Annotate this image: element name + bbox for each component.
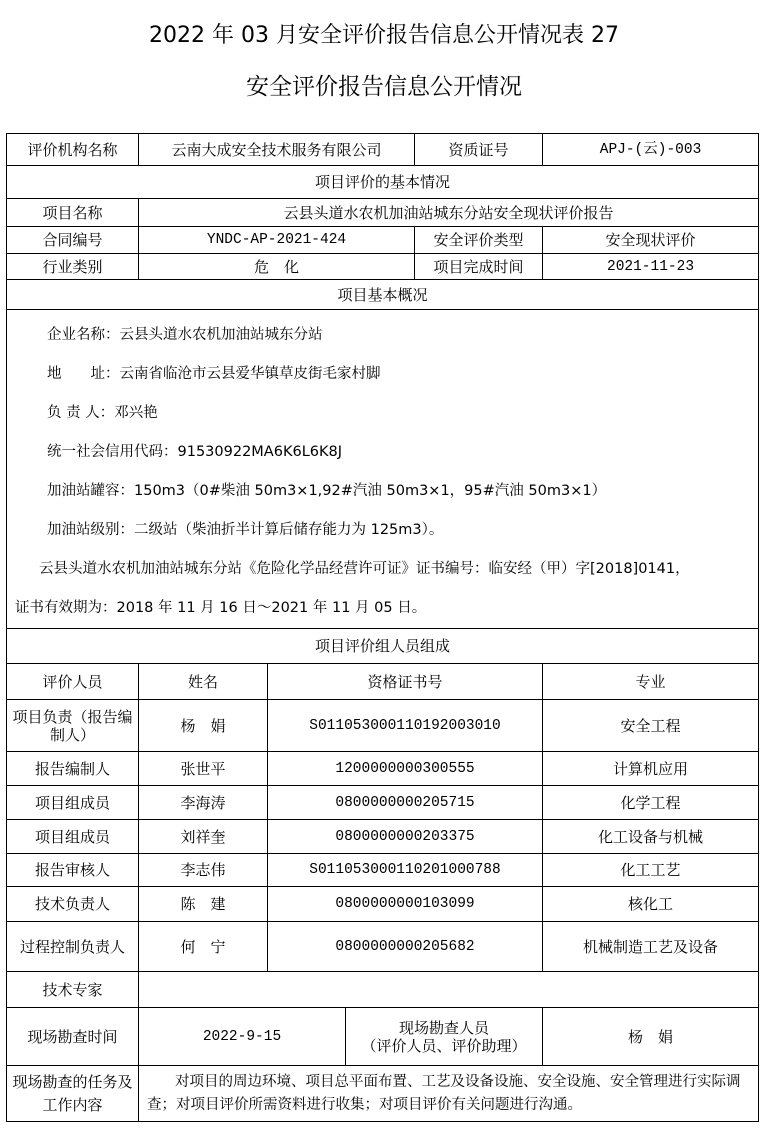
member-role: 项目负责（报告编制人） [7, 700, 139, 752]
table-row [7, 752, 759, 786]
member-name: 李志伟 [139, 854, 268, 887]
table-row [7, 922, 759, 972]
agency-label: 评价机构名称 [7, 134, 139, 166]
member-major: 机械制造工艺及设备 [543, 922, 759, 972]
member-name: 刘祥奎 [139, 820, 268, 854]
overview-line: 企业名称：云县头道水农机加油站城东分站 [47, 327, 323, 343]
overview-line: 证书有效期为：2018 年 11 月 16 日～2021 年 11 月 05 日。 [15, 600, 427, 616]
member-cert: 0800000000203375 [268, 820, 543, 854]
table-row [7, 887, 759, 922]
member-role: 过程控制负责人 [7, 922, 139, 972]
eval-type-value: 安全现状评价 [543, 227, 759, 254]
team-header: 专业 [543, 664, 759, 700]
survey-people-label-line1: 现场勘查人员 [399, 1018, 490, 1037]
page-title: 2022 年 03 月安全评价报告信息公开情况表 27 [149, 23, 619, 48]
agency-row [7, 134, 759, 166]
table-row [7, 786, 759, 820]
overview-line: 统一社会信用代码：91530922MA6K6L6K8J [47, 444, 343, 460]
survey-people-label [346, 1008, 543, 1066]
expert-value [139, 972, 759, 1008]
member-name: 李海涛 [139, 786, 268, 820]
member-cert: 0800000000103099 [268, 887, 543, 922]
industry-value: 危 化 [139, 254, 415, 280]
basic-section-title: 项目评价的基本情况 [7, 166, 759, 199]
team-section-title: 项目评价组人员组成 [7, 629, 759, 664]
member-cert: 0800000000205715 [268, 786, 543, 820]
member-major: 安全工程 [543, 700, 759, 752]
member-major: 化学工程 [543, 786, 759, 820]
table-row [7, 854, 759, 887]
survey-time-label: 现场勘查时间 [7, 1008, 139, 1066]
agency-value: 云南大成安全技术服务有限公司 [139, 134, 415, 166]
completion-label: 项目完成时间 [415, 254, 543, 280]
disclosure-table [6, 133, 759, 1122]
survey-task-label: 现场勘查的任务及工作内容 [7, 1066, 139, 1122]
completion-value: 2021-11-23 [543, 254, 759, 280]
member-cert: S011053000110201000788 [268, 854, 543, 887]
survey-time-value: 2022-9-15 [139, 1008, 346, 1066]
member-name: 杨 娟 [139, 700, 268, 752]
member-role: 技术负责人 [7, 887, 139, 922]
survey-people-value: 杨 娟 [543, 1008, 759, 1066]
member-major: 计算机应用 [543, 752, 759, 786]
overview-line: 地 址：云南省临沧市云县爱华镇草皮街毛家村脚 [47, 366, 381, 382]
member-role: 项目组成员 [7, 786, 139, 820]
overview-line: 负 责 人：邓兴艳 [47, 405, 158, 421]
member-cert: 0800000000205682 [268, 922, 543, 972]
overview-line: 加油站罐容：150m3（0#柴油 50m3×1,92#汽油 50m3×1，95#汽油 50m3×1） [47, 483, 607, 499]
member-name: 张世平 [139, 752, 268, 786]
project-name-value: 云县头道水农机加油站城东分站安全现状评价报告 [139, 199, 759, 227]
page-subtitle: 安全评价报告信息公开情况 [246, 74, 522, 100]
member-role: 报告审核人 [7, 854, 139, 887]
member-name: 何 宁 [139, 922, 268, 972]
cert-label: 资质证号 [415, 134, 543, 166]
team-header: 资格证书号 [268, 664, 543, 700]
member-cert: 1200000000300555 [268, 752, 543, 786]
member-major: 核化工 [543, 887, 759, 922]
member-cert: S011053000110192003010 [268, 700, 543, 752]
contract-value: YNDC-AP-2021-424 [139, 227, 415, 254]
overview-section-title: 项目基本概况 [7, 280, 759, 310]
survey-people-label-line2: （评价人员、评价助理） [361, 1036, 527, 1055]
overview-line: 加油站级别：二级站（柴油折半计算后储存能力为 125m3）。 [47, 522, 444, 538]
industry-label: 行业类别 [7, 254, 139, 280]
overview-content [7, 310, 759, 629]
cert-value: APJ-(云)-003 [543, 134, 759, 166]
member-major: 化工设备与机械 [543, 820, 759, 854]
eval-type-label: 安全评价类型 [415, 227, 543, 254]
team-header: 评价人员 [7, 664, 139, 700]
team-header-row [7, 664, 759, 700]
member-role: 报告编制人 [7, 752, 139, 786]
table-row [7, 820, 759, 854]
member-role: 项目组成员 [7, 820, 139, 854]
survey-task-value: 对项目的周边环境、项目总平面布置、工艺及设备设施、安全设施、安全管理进行实际调查；对项目评价所需资料进行收集；对项目评价有关问题进行沟通。 [139, 1066, 759, 1122]
member-major: 化工工艺 [543, 854, 759, 887]
member-name: 陈 建 [139, 887, 268, 922]
project-name-label: 项目名称 [7, 199, 139, 227]
expert-label: 技术专家 [7, 972, 139, 1008]
overview-line: 云县头道水农机加油站城东分站《危险化学品经营许可证》证书编号：临安经（甲）字[2018]0141， [39, 561, 690, 577]
contract-label: 合同编号 [7, 227, 139, 254]
table-row [7, 700, 759, 752]
team-header: 姓名 [139, 664, 268, 700]
